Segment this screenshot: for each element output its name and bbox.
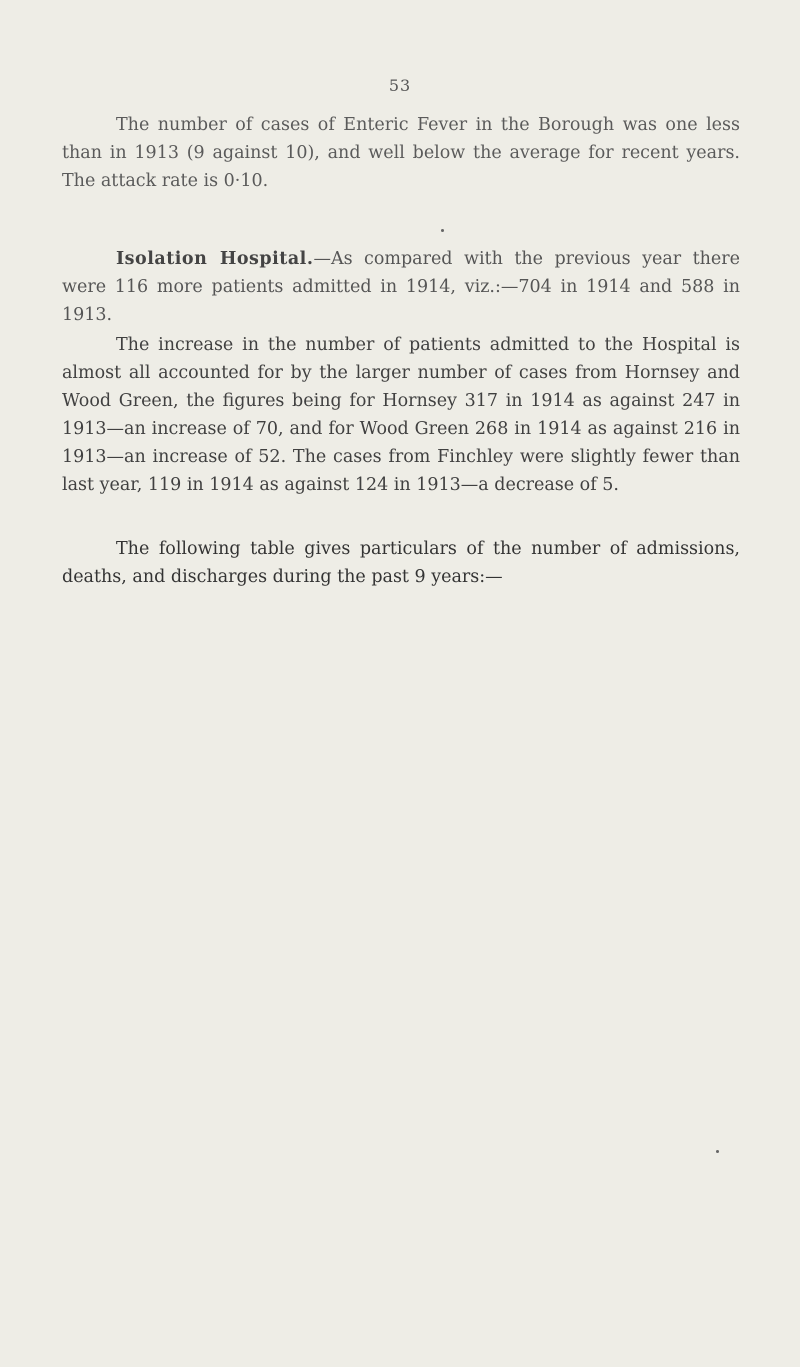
section-heading: Isolation Hospital.	[116, 249, 314, 269]
paragraph-body: —As compared with the previous year there were 116 more patients admitted in 1914, viz.:—704 in 1914 and 588 in 1913.	[62, 249, 740, 325]
ink-speck	[716, 1150, 719, 1153]
paragraph-text: The number of cases of Enteric Fever in the Borough was one less than in 1913 (9 against 10), and well below the average for recent years. The attack rate is 0·10.	[62, 115, 740, 191]
isolation-hospital-paragraph	[62, 245, 740, 329]
table-intro-paragraph	[62, 535, 740, 591]
ink-speck	[441, 229, 444, 232]
admissions-increase-paragraph	[62, 331, 740, 499]
enteric-fever-paragraph	[62, 111, 740, 195]
paragraph-text: The following table gives particulars of the number of admissions, deaths, and discharges during the past 9 years:—	[62, 539, 740, 587]
page-number: 53	[388, 76, 412, 95]
paragraph-text	[62, 245, 740, 329]
paragraph-text: The increase in the number of patients admitted to the Hospital is almost all accounted for by the larger number of cases from Hornsey and Wood Green, the figures being for Hornsey 317 in 1914 as against 247 in 1913—an increase of 70, and for Wood Green 268 in 1914 as against 216 in 1913—an increase of 52. The cases from Finchley were slightly fewer than last year, 119 in 1914 as against 124 in 1913—a decrease of 5.	[62, 335, 740, 495]
